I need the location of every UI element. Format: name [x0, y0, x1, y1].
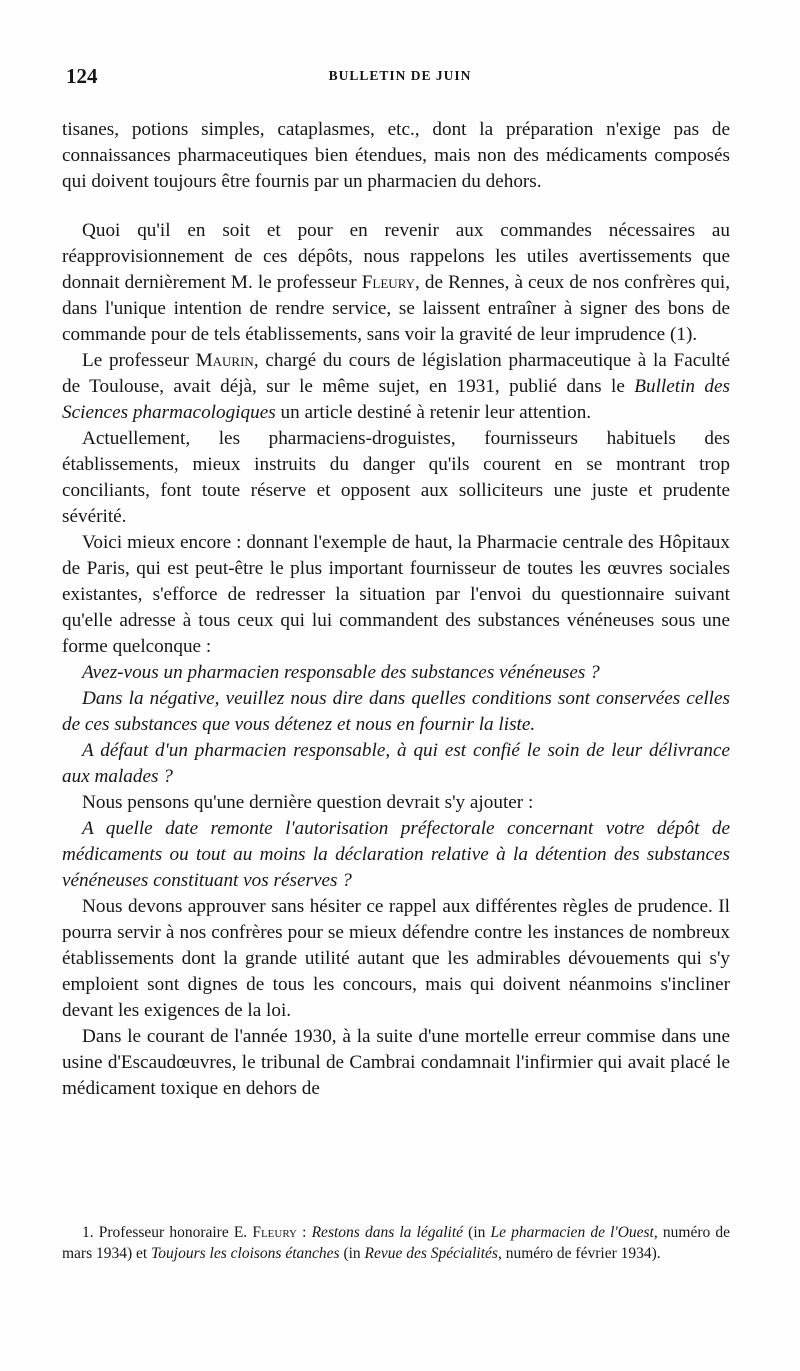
footnote-text-f: , numéro de février 1934).	[497, 1245, 661, 1262]
paragraph-8: Dans le courant de l'année 1930, à la suite d'une mortelle erreur commise dans une usine d'Escaudœuvres, le tribunal de Cambrai condamnait l'infirmier qui avait placé le médicament toxique en dehors de	[62, 1026, 730, 1099]
footnote-text-e: (in	[339, 1245, 365, 1262]
question-3: A défaut d'un pharmacien responsable, à qui est confié le soin de leur délivrance aux malades ?	[62, 740, 730, 787]
paragraph-5: Voici mieux encore : donnant l'exemple de haut, la Pharmacie centrale des Hôpitaux de Paris, qui est peut-être le plus important fournisseur de toutes les œuvres sociales existantes, s'efforce de redresser la situation par l'envoi du questionnaire suivant qu'elle adresse à tous ceux qui lui commandent des substances vénéneuses sous une forme quelconque :	[62, 532, 730, 657]
footnote-title-2: Toujours les cloisons étanches	[151, 1245, 340, 1262]
footnote-text-c: (in	[463, 1224, 491, 1241]
author-name-fleury: Fleury	[361, 272, 416, 293]
paragraph-6: Nous pensons qu'une dernière question devrait s'y ajouter :	[82, 792, 534, 813]
paragraph-2-text-a: Quoi qu'il en soit et pour en revenir aux commandes nécessaires au réapprovisionnement de ces dépôts, nous rappelons les utiles avertissements que donnait dernièrement M. le professeur	[62, 220, 730, 293]
question-1: Avez-vous un pharmacien responsable des substances vénéneuses ?	[82, 662, 600, 683]
footnote-1	[62, 1222, 730, 1264]
footnote-title-1: Restons dans la légalité	[311, 1224, 464, 1241]
paragraph-2-text-b: , de Rennes, à ceux de nos confrères qui, dans l'unique intention de rendre service, se laissent entraîner à signer des bons de commande pour de tels établissements, sans voir la gravité de leur imprudence (	[62, 272, 730, 345]
footnote-text-b: :	[297, 1224, 312, 1241]
footnote-author: Fleury	[252, 1224, 298, 1241]
paragraph-2	[62, 218, 730, 348]
journal-title: Bulletin des Sciences pharmacologiques	[62, 376, 731, 423]
paragraph-3-text-c: un article destiné à retenir leur attention.	[275, 402, 592, 423]
page-header	[66, 64, 734, 94]
running-title: BULLETIN DE JUIN	[328, 68, 472, 83]
paragraph-3-text-a: Le professeur	[82, 350, 196, 371]
paragraph-1: tisanes, potions simples, cataplasmes, etc., dont la préparation n'exige pas de connaissances pharmaceutiques bien étendues, mais non des médicaments composés qui doivent toujours être fournis par un pharmacien du dehors.	[62, 119, 730, 192]
footnote	[62, 1222, 730, 1264]
paragraph-7: Nous devons approuver sans hésiter ce rappel aux différentes règles de prudence. Il pourra servir à nos confrères pour se mieux défendre contre les instances de nombreux établissements dont la grande utilité autant que les admirables dévouements qui s'y emploient sont dignes de tous les concours, mais qui doivent néanmoins s'incliner devant les exigences de la loi.	[62, 896, 730, 1021]
author-name-maurin: Maurin	[195, 350, 254, 371]
body-text	[62, 117, 730, 1102]
paragraph-4: Actuellement, les pharmaciens-droguistes, fournisseurs habituels des établissements, mieux instruits du danger qu'ils courent en se montrant trop conciliants, font toute réserve et opposent aux solliciteurs une juste et prudente sévérité.	[62, 428, 730, 527]
footnote-ref: 1	[676, 324, 686, 345]
paragraph-3-text-b: , chargé du cours de législation pharmaceutique à la Faculté de Toulouse, avait déjà, sur le même sujet, en 1931, publié dans le	[62, 350, 730, 397]
footnote-journal-2: Revue des Spécialités	[364, 1245, 498, 1262]
paragraph-3	[62, 348, 730, 426]
footnote-journal-1: Le pharmacien de l'Ouest	[490, 1224, 654, 1241]
footnote-text-d: , numéro de mars 1934) et	[62, 1224, 730, 1262]
question-2: Dans la négative, veuillez nous dire dans quelles conditions sont conservées celles de ces substances que vous détenez et nous en fournir la liste.	[62, 688, 730, 735]
footnote-text-a: 1. Professeur honoraire E.	[82, 1224, 253, 1241]
paragraph-2-text-c: ).	[685, 324, 698, 345]
question-4: A quelle date remonte l'autorisation préfectorale concernant votre dépôt de médicaments ou tout au moins la déclaration relative à la détention des substances vénéneuses constituant vos réserves ?	[62, 818, 730, 891]
page-number: 124	[66, 64, 98, 88]
